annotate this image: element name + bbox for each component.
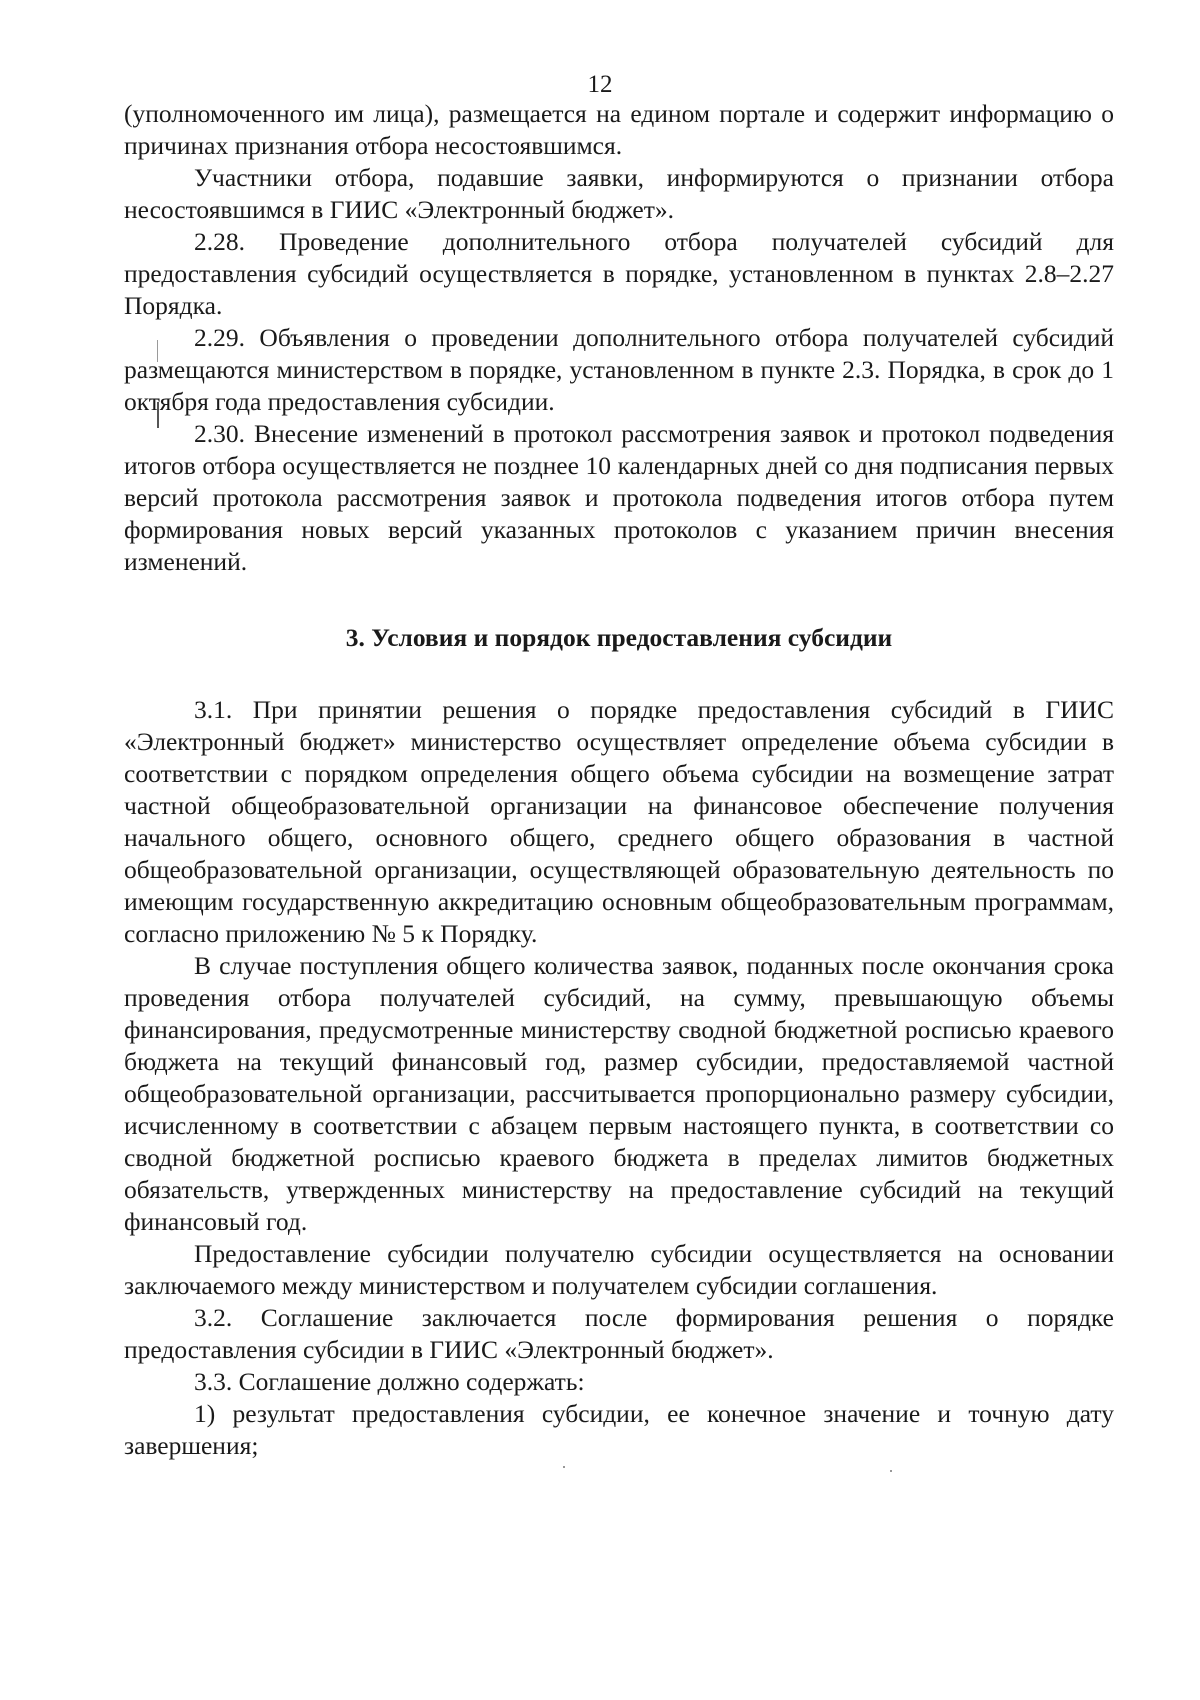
section-heading: 3. Условия и порядок предоставления субсидии [345,623,893,652]
paragraph: 2.29. Объявления о проведении дополнительного отбора получателей субсидий размещаются министерством в порядке, установленном в пункте 2.3. Порядка, в срок до 1 октября года предоставления субсидии. [124,323,1114,416]
scan-speck [563,1466,565,1468]
paragraph: 1) результат предоставления субсидии, ее конечное значение и точную дату завершения; [124,1399,1114,1460]
paragraph: 2.30. Внесение изменений в протокол рассмотрения заявок и протокол подведения итогов отбора осуществляется не позднее 10 календарных дней со дня подписания первых версий протокола рассмотрения заявок и протокола подведения итогов отбора путем формирования новых версий указанных протоколов с указанием причин внесения изменений. [124,419,1114,576]
paragraph: 2.28. Проведение дополнительного отбора получателей субсидий для предоставления субсидий осуществляется в порядке, установленном в пунктах 2.8–2.27 Порядка. [124,227,1114,320]
paragraph: 3.2. Соглашение заключается после формирования решения о порядке предоставления субсидии в ГИИС «Электронный бюджет». [124,1303,1114,1364]
page-number: 12 [587,71,613,98]
paragraph: 3.1. При принятии решения о порядке предоставления субсидий в ГИИС «Электронный бюджет» министерство осуществляет определение объема субсидии в соответствии с порядком определения общего объема субсидии на возмещение затрат частной общеобразовательной организации на финансовое обеспечение получения начального общего, основного общего, среднего общего образования в частной общеобразовательной организации, осуществляющей образовательную деятельность по имеющим государственную аккредитацию основным общеобразовательным программам, согласно приложению № 5 к Порядку. [124,695,1114,948]
scan-speck [890,1470,892,1472]
paragraph: 3.3. Соглашение должно содержать: [194,1367,585,1396]
document-body [124,98,1114,1462]
paragraph: Предоставление субсидии получателю субсидии осуществляется на основании заключаемого между министерством и получателем субсидии соглашения. [124,1239,1114,1300]
paragraph: В случае поступления общего количества заявок, поданных после окончания срока проведения отбора получателей субсидий, на сумму, превышающую объемы финансирования, предусмотренные министерству сводной бюджетной росписью краевого бюджета на текущий финансовый год, размер субсидии, предоставляемой частной общеобразовательной организации, рассчитывается пропорционально размеру субсидии, исчисленному в соответствии с абзацем первым настоящего пункта, в соответствии со сводной бюджетной росписью краевого бюджета в пределах лимитов бюджетных обязательств, утвержденных министерству на предоставление субсидий на текущий финансовый год. [124,951,1114,1236]
paragraph: (уполномоченного им лица), размещается на едином портале и содержит информацию о причинах признания отбора несостоявшимся. [124,99,1114,160]
paragraph: Участники отбора, подавшие заявки, информируются о признании отбора несостоявшимся в ГИИС «Электронный бюджет». [124,163,1114,224]
